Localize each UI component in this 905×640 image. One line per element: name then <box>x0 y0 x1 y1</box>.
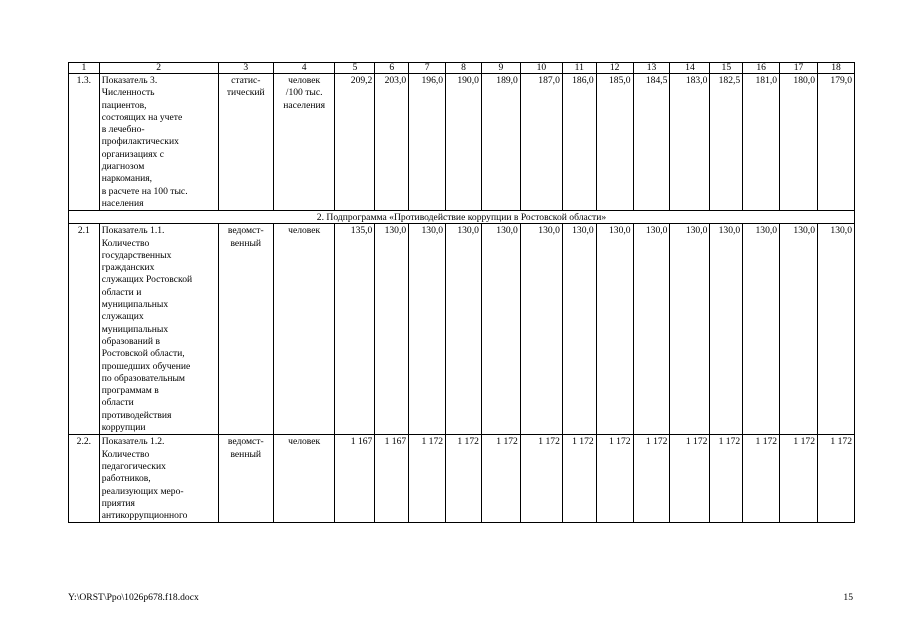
value-cell: 179,0 <box>818 74 855 211</box>
value-cell: 1 167 <box>335 435 375 523</box>
value-cell: 130,0 <box>446 224 482 435</box>
column-number-cell: 7 <box>409 63 446 74</box>
value-cell: 130,0 <box>670 224 710 435</box>
value-cell: 130,0 <box>409 224 446 435</box>
value-cell: 1 172 <box>743 435 780 523</box>
value-cell: 1 172 <box>562 435 596 523</box>
column-number-cell: 13 <box>633 63 670 74</box>
value-cell: 130,0 <box>633 224 670 435</box>
column-number-cell: 11 <box>562 63 596 74</box>
value-cell: 203,0 <box>375 74 409 211</box>
value-cell: 183,0 <box>670 74 710 211</box>
value-cell: 1 172 <box>520 435 562 523</box>
column-number-cell: 12 <box>596 63 633 74</box>
row-number: 2.2. <box>69 435 100 523</box>
page-number: 15 <box>843 592 853 603</box>
value-cell: 130,0 <box>596 224 633 435</box>
value-cell: 1 172 <box>670 435 710 523</box>
indicator-type: ведомст- венный <box>218 224 273 435</box>
value-cell: 181,0 <box>743 74 780 211</box>
value-cell: 135,0 <box>335 224 375 435</box>
value-cell: 190,0 <box>446 74 482 211</box>
value-cell: 1 172 <box>596 435 633 523</box>
value-cell: 130,0 <box>710 224 743 435</box>
unit-of-measure: человек <box>273 224 334 435</box>
table-row <box>69 435 855 523</box>
value-cell: 130,0 <box>780 224 818 435</box>
column-number-cell: 6 <box>375 63 409 74</box>
value-cell: 1 172 <box>481 435 520 523</box>
value-cell: 1 172 <box>409 435 446 523</box>
column-number-cell: 1 <box>69 63 100 74</box>
value-cell: 189,0 <box>481 74 520 211</box>
column-number-row <box>69 63 855 74</box>
column-number-cell: 2 <box>99 63 218 74</box>
indicator-type: статис- тический <box>218 74 273 211</box>
column-number-cell: 17 <box>780 63 818 74</box>
value-cell: 1 172 <box>710 435 743 523</box>
column-number-cell: 4 <box>273 63 334 74</box>
indicator-table <box>68 62 855 523</box>
indicator-type: ведомст- венный <box>218 435 273 523</box>
value-cell: 180,0 <box>780 74 818 211</box>
value-cell: 1 167 <box>375 435 409 523</box>
column-number-cell: 15 <box>710 63 743 74</box>
indicator-name: Показатель 1.1. Количество государственных гражданских служащих Ростовской области и муниципальных служащих муниципальных образований в Ростовской области, прошедших обучение по образовательным программам в области противодействия коррупции <box>99 224 218 435</box>
value-cell: 130,0 <box>562 224 596 435</box>
indicator-name: Показатель 3. Численность пациентов, состоящих на учете в лечебно- профилактических организациях с диагнозом наркомания, в расчете на 100 тыс. населения <box>99 74 218 211</box>
value-cell: 1 172 <box>446 435 482 523</box>
unit-of-measure: человек <box>273 435 334 523</box>
value-cell: 196,0 <box>409 74 446 211</box>
column-number-cell: 10 <box>520 63 562 74</box>
column-number-cell: 3 <box>218 63 273 74</box>
section-title: 2. Подпрограмма «Противодействие коррупции в Ростовской области» <box>69 211 855 224</box>
value-cell: 186,0 <box>562 74 596 211</box>
value-cell: 209,2 <box>335 74 375 211</box>
unit-of-measure: человек /100 тыс. населения <box>273 74 334 211</box>
table-row <box>69 224 855 435</box>
row-number: 2.1 <box>69 224 100 435</box>
value-cell: 187,0 <box>520 74 562 211</box>
column-number-cell: 5 <box>335 63 375 74</box>
value-cell: 130,0 <box>375 224 409 435</box>
value-cell: 1 172 <box>818 435 855 523</box>
table-row <box>69 74 855 211</box>
column-number-cell: 9 <box>481 63 520 74</box>
section-row <box>69 211 855 224</box>
value-cell: 130,0 <box>818 224 855 435</box>
value-cell: 130,0 <box>743 224 780 435</box>
column-number-cell: 18 <box>818 63 855 74</box>
table-body <box>69 63 855 523</box>
column-number-cell: 14 <box>670 63 710 74</box>
column-number-cell: 16 <box>743 63 780 74</box>
value-cell: 184,5 <box>633 74 670 211</box>
row-number: 1.3. <box>69 74 100 211</box>
value-cell: 182,5 <box>710 74 743 211</box>
value-cell: 1 172 <box>780 435 818 523</box>
footer-file-path: Y:\ORST\Ppo\1026p678.f18.docx <box>68 592 199 603</box>
value-cell: 1 172 <box>633 435 670 523</box>
value-cell: 185,0 <box>596 74 633 211</box>
column-number-cell: 8 <box>446 63 482 74</box>
value-cell: 130,0 <box>481 224 520 435</box>
indicator-name: Показатель 1.2. Количество педагогических работников, реализующих меро- приятия антикоррупционного <box>99 435 218 523</box>
value-cell: 130,0 <box>520 224 562 435</box>
